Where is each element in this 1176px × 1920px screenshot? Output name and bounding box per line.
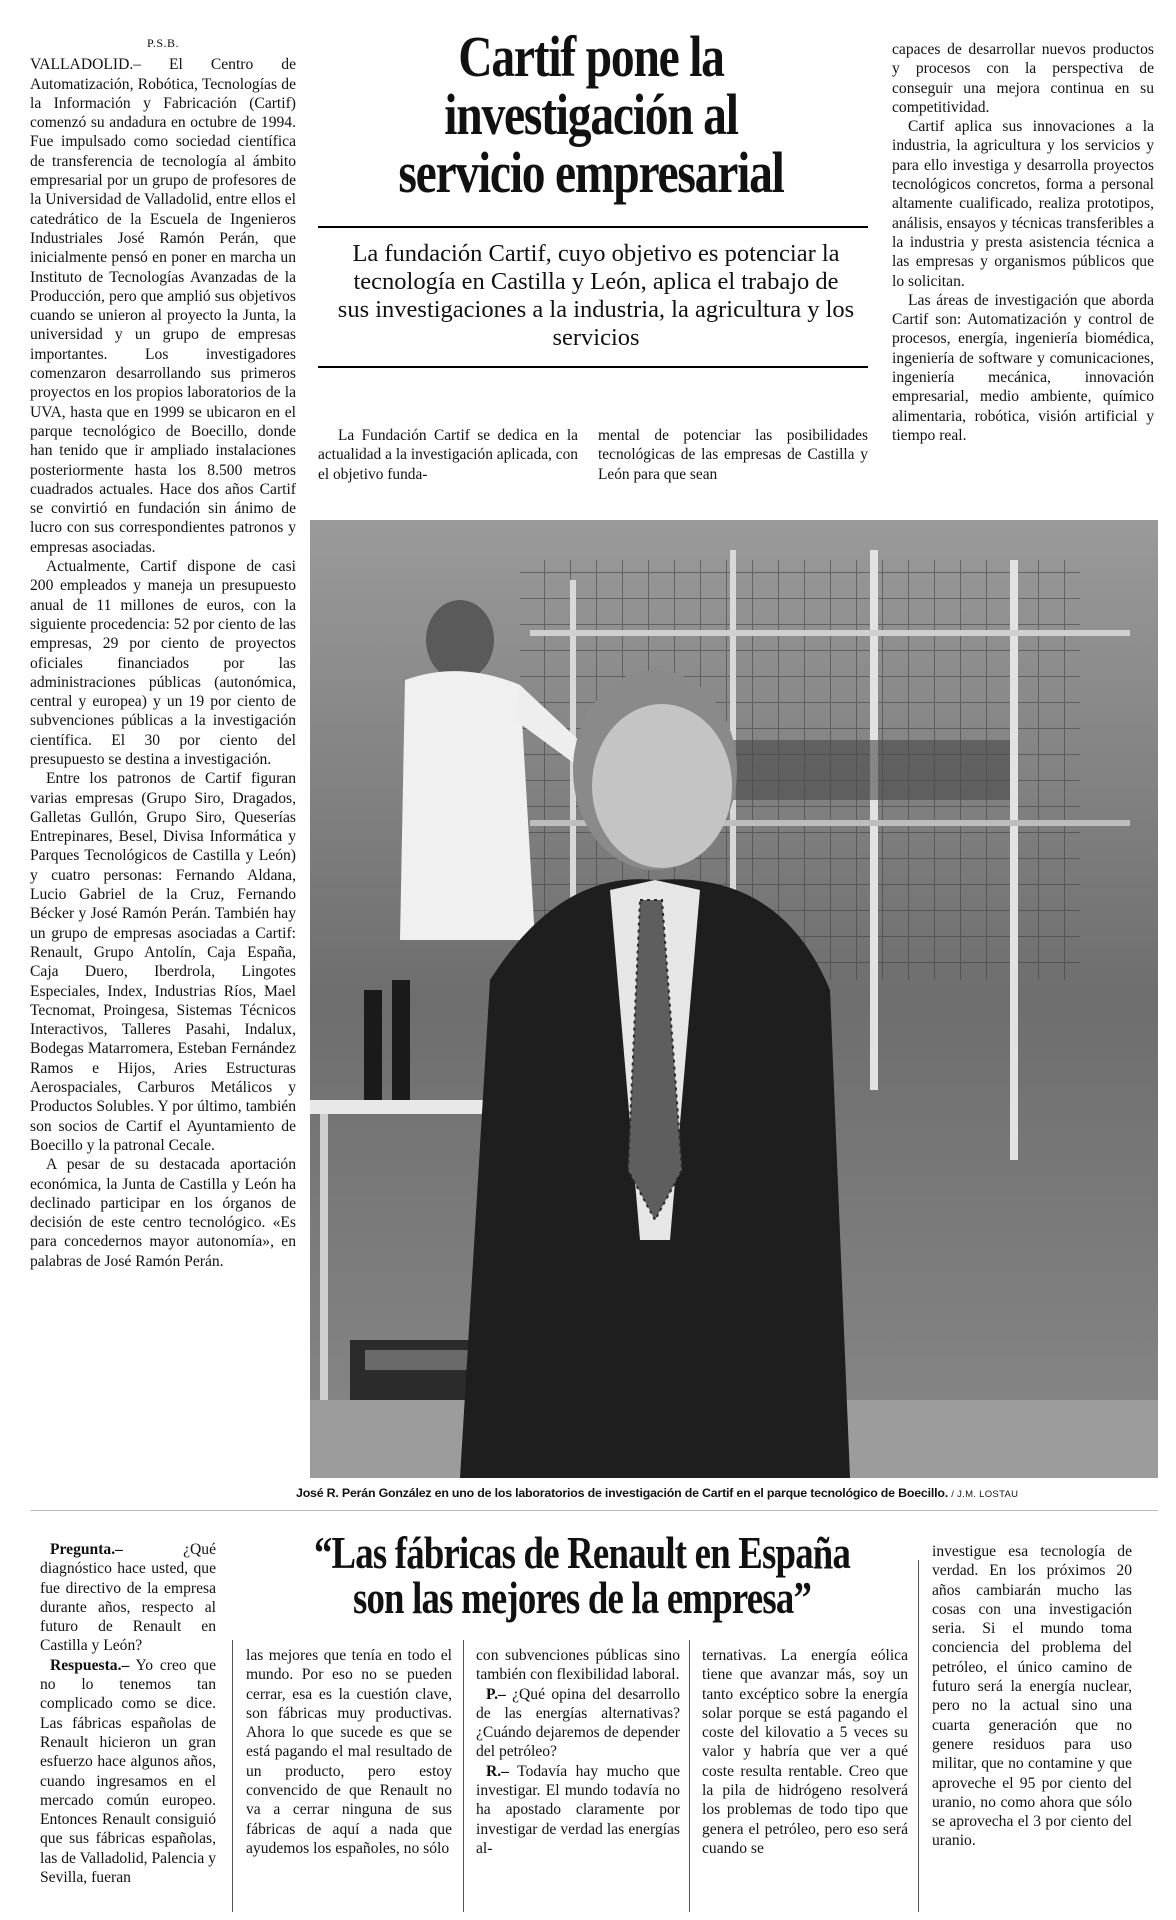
column-rule-4 [918, 1560, 919, 1912]
question-2-label: P.– [486, 1685, 506, 1703]
answer-2-text: Todavía hay mucho que investigar. El mundo todavía no ha apostado claramente por investigar de verdad las energías al- [476, 1762, 680, 1857]
column-rule-1 [232, 1640, 233, 1912]
answer-continued-text: con subvenciones públicas sino también con flexibilidad laboral. [476, 1647, 680, 1684]
headline-line-3: servicio empresarial [398, 140, 784, 205]
article-left-column [30, 34, 296, 1271]
section-separator [30, 1510, 1158, 1511]
caption-text: José R. Perán González en uno de los laboratorios de investigación de Cartif en el parque tecnológico de Boecillo. [296, 1486, 948, 1500]
interview-column-2: las mejores que tenía en todo el mundo. Por eso no se pueden cerrar, esa es la cuestión clave, son fábricas muy productivas. Ahora lo que sucede es que se está pagando el mal resultado de un producto, pero estoy convencido de que Renault no va a cerrar ninguna de sus fábricas de aquí a nada que ayudemos los españoles, no sólo [246, 1647, 452, 1857]
answer-1 [40, 1656, 216, 1888]
interview-headline-line-1: “Las fábricas de Renault en España [313, 1527, 851, 1578]
headline-line-2: investigación al [444, 82, 738, 147]
interview-headline [212, 1527, 952, 1623]
left-paragraph-3: Entre los patronos de Cartif figuran varias empresas (Grupo Siro, Dragados, Galletas Gullón, Grupo Siro, Queserías Entrepinares, Besel, Divisa Informática y Parques Tecnológicos de Castilla y León) y cuatro personas: Fernando Aldana, Lucio Gabriel de la Cruz, Fernando Bécker y José Ramón Perán. También hay un grupo de empresas asociadas a Cartif: Renault, Grupo Antolín, Caja España, Caja Duero, Iberdrola, Lingotes Especiales, Index, Industrias Ríos, Mael Tecnomat, Proingesa, Sistemas Técnicos Interactivos, Talleres Pasahi, Indalux, Bodegas Matarromera, Esteban Fernández Ramos e Hijos, Aries Estructuras Aerospaciales, Carburos Metálicos y Productos Solubles. Y por último, también son socios de Cartif el Ayuntamiento de Boecillo y la patronal Cecale. [30, 770, 296, 1154]
answer-2 [476, 1762, 680, 1858]
subhead: La fundación Cartif, cuyo objetivo es potenciar la tecnología en Castilla y León, aplica el trabajo de sus investigaciones a la industria, la agricultura y los servicios [337, 240, 855, 351]
interview-column-3 [476, 1646, 680, 1858]
photo-caption [296, 1486, 1166, 1500]
interview-headline-line-2: son las mejores de la empresa” [352, 1572, 812, 1623]
question-text: ¿Qué diagnóstico hace usted, que fue directivo de la empresa durante años, respecto al futuro de Renault en Castilla y León? [40, 1541, 216, 1655]
photo-illustration [310, 520, 1158, 1478]
article-right-column [892, 40, 1154, 445]
right-paragraph-3: Las áreas de investigación que aborda Cartif son: Automatización y control de procesos, energía, ingeniería biomédica, ingeniería de software y comunicaciones, ingeniería mecánica, innovación empresarial, medio ambiente, químico alimentaria, robótica, visión artificial y tiempo real. [892, 291, 1154, 444]
middle-column-b: mental de potenciar las posibilidades tecnológicas de las empresas de Castilla y León para que sean [598, 427, 868, 483]
interview-column-4: ternativas. La energía eólica tiene que avanzar más, soy un tanto excéptico sobre la energía solar porque se está pagando el coste del kilovatio a 5 veces su valor y habría que ver a qué coste resulta rentable. Creo que la pila de hidrógeno resolverá los problemas de todo tipo que genera el petróleo, pero eso será cuando se [702, 1647, 908, 1857]
subhead-bottom-rule [318, 366, 868, 368]
question-1 [40, 1540, 216, 1656]
answer-label: Respuesta.– [50, 1656, 130, 1674]
left-paragraph-1: VALLADOLID.– El Centro de Automatización, Robótica, Tecnologías de la Información y Fabricación (Cartif) comenzó su andadura en octubre de 1994. Fue impulsado como sociedad científica de transferencia de tecnología al ámbito empresarial por un grupo de profesores de la Universidad de Valladolid, entre ellos el catedrático de la Escuela de Ingenieros Industriales José Ramón Perán, que inicialmente pensó en poner en marcha un Instituto de Tecnologías Avanzadas de la Producción, pero que amplió sus objetivos cuando se unieron al proyecto la Junta, la universidad y un grupo de empresas importantes. Los investigadores comenzaron desarrollando sus primeros proyectos en los propios laboratorios de la UVA, hasta que en 1999 se ubicaron en el parque tecnológico de Boecillo, donde han tenido que ir ampliado instalaciones posteriormente hasta los 8.500 metros cuadrados actuales. Hace dos años Cartif se convirtió en fundación sin ánimo de lucro con sus correspondientes patronos y empresas asociadas. [30, 56, 296, 556]
left-paragraph-4: A pesar de su destacada aportación económica, la Junta de Castilla y León ha declinado participar en los órganos de decisión de este centro tecnológico. «Es para concedernos mayor autonomía», en palabras de José Ramón Perán. [30, 1156, 296, 1270]
answer-continued [476, 1646, 680, 1685]
answer-text: Yo creo que no lo tenemos tan complicado como se dice. Las fábricas españolas de Renault hicieron un gran esfuerzo hace algunos años, cuando ingresamos en el mercado común europeo. Entonces Renault consiguió que sus fábricas españolas, las de Valladolid, Palencia y Sevilla, fueran [40, 1656, 216, 1887]
headline [306, 24, 876, 205]
question-2-text: ¿Qué opina del desarrollo de las energías alternativas? ¿Cuándo dejaremos de depender del petróleo? [476, 1685, 680, 1761]
photo-credit: / J.M. LOSTAU [951, 1489, 1019, 1500]
right-paragraph-2: Cartif aplica sus innovaciones a la industria, la agricultura y los servicios y para ello investiga y desarrolla proyectos tecnológicos concretos, forma a personal altamente cualificado, realiza prototipos, análisis, ensayos y técnicas transferibles a la industria y presta asistencia técnica a las empresas y organismos públicos que lo solicitan. [892, 118, 1154, 290]
question-label: Pregunta.– [50, 1541, 123, 1558]
column-rule-2 [463, 1640, 464, 1912]
right-paragraph-1: capaces de desarrollar nuevos productos y procesos con la perspectiva de conseguir una mejora continua en su competitividad. [892, 41, 1154, 116]
interview-column-1 [40, 1540, 216, 1887]
left-paragraph-2: Actualmente, Cartif dispone de casi 200 empleados y maneja un presupuesto anual de 11 millones de euros, con la siguiente procedencia: 52 por ciento de las empresas, 29 por ciento de proyectos oficiales financiados por las administraciones públicas (autonómica, central y europea) y un 19 por ciento de subvenciones públicas a la investigación científica. El 30 por ciento del presupuesto se destina a investigación. [30, 558, 296, 768]
interview-column-5: investigue esa tecnología de verdad. En los próximos 20 años cambiarán mucho las cosas con una investigación seria. Si el mundo toma conciencia del problema del petróleo, el único camino de futuro será la energía nuclear, pero no la actual sino una cuarta generación que no genere residuos para uso militar, que no contamine y que aproveche el 95 por ciento del uranio, no como ahora que sólo se aprovecha el 3 por ciento del uranio. [932, 1543, 1132, 1850]
author-byline: P.S.B. [146, 36, 180, 50]
answer-2-label: R.– [486, 1762, 509, 1780]
column-rule-3 [689, 1640, 690, 1912]
laboratory-photo [310, 520, 1158, 1478]
question-2 [476, 1685, 680, 1762]
headline-line-1: Cartif pone la [458, 24, 724, 89]
middle-column-a: La Fundación Cartif se dedica en la actualidad a la investigación aplicada, con el objetivo funda- [318, 427, 578, 483]
subhead-top-rule [318, 226, 868, 228]
